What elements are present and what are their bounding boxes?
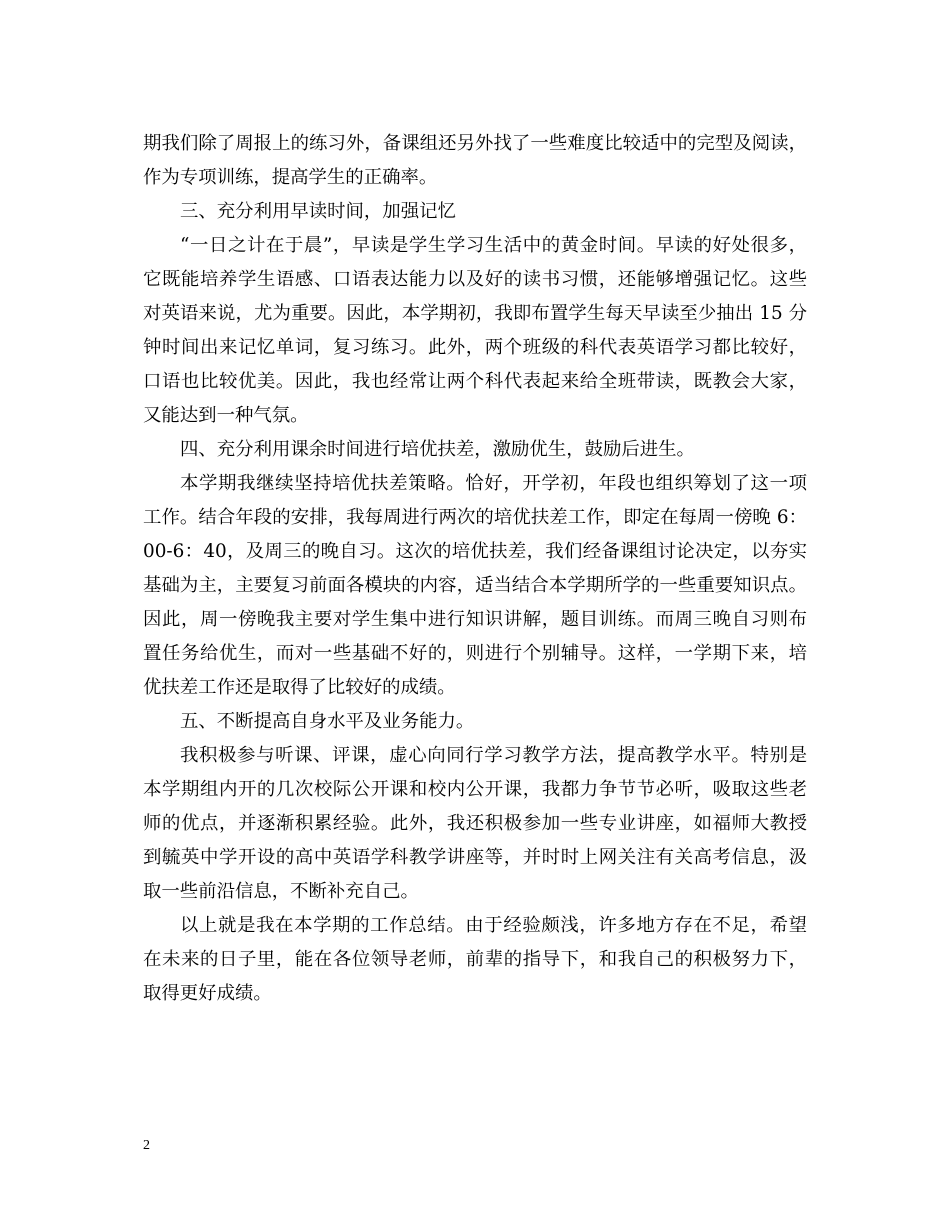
document-body xyxy=(143,127,807,1011)
text-line: 取一些前沿信息，不断补充自己。 xyxy=(143,881,419,902)
text-line: 我积极参与听课、评课，虚心向同行学习教学方法，提高教学水平。特别是 xyxy=(180,745,807,766)
text-line: 在未来的日子里，能在各位领导老师，前辈的指导下，和我自己的积极努力下， xyxy=(143,949,807,970)
text-line: 取得更好成绩。 xyxy=(143,983,272,1004)
text-line: 置任务给优生，而对一些基础不好的，则进行个别辅导。这样，一学期下来，培 xyxy=(143,643,807,664)
text-line: 本学期组内开的几次校际公开课和校内公开课，我都力争节节必听，吸取这些老 xyxy=(143,779,807,800)
page-number: 2 xyxy=(143,1138,150,1153)
text-line: 因此，周一傍晚我主要对学生集中进行知识讲解，题目训练。而周三晚自习则布 xyxy=(143,609,807,630)
text-line: “一日之计在于晨”，早读是学生学习生活中的黄金时间。早读的好处很多， xyxy=(180,235,807,256)
text-line: 口语也比较优美。因此，我也经常让两个科代表起来给全班带读，既教会大家， xyxy=(143,371,807,392)
text-line: 到毓英中学开设的高中英语学科教学讲座等，并时时上网关注有关高考信息，汲 xyxy=(143,847,807,868)
text-line: 工作。结合年段的安排，我每周进行两次的培优扶差工作，即定在每周一傍晚 6： xyxy=(143,507,807,528)
text-line: 基础为主，主要复习前面各模块的内容，适当结合本学期所学的一些重要知识点。 xyxy=(143,575,807,596)
text-line: 钟时间出来记忆单词，复习练习。此外，两个班级的科代表英语学习都比较好， xyxy=(143,337,807,358)
text-line: 本学期我继续坚持培优扶差策略。恰好，开学初，年段也组织筹划了这一项 xyxy=(180,473,807,494)
text-line: 它既能培养学生语感、口语表达能力以及好的读书习惯，还能够增强记忆。这些 xyxy=(143,269,807,290)
text-line: 又能达到一种气氛。 xyxy=(143,405,309,426)
text-line: 以上就是我在本学期的工作总结。由于经验颇浅，许多地方存在不足，希望 xyxy=(180,915,807,936)
text-line: 师的优点，并逐渐积累经验。此外，我还积极参加一些专业讲座，如福师大教授 xyxy=(143,813,807,834)
text-line: 优扶差工作还是取得了比较好的成绩。 xyxy=(143,677,456,698)
text-line: 对英语来说，尤为重要。因此，本学期初，我即布置学生每天早读至少抽出 15 分 xyxy=(143,303,807,324)
section-heading: 五、不断提高自身水平及业务能力。 xyxy=(180,711,475,732)
section-heading: 三、充分利用早读时间，加强记忆 xyxy=(180,201,456,222)
text-line: 作为专项训练，提高学生的正确率。 xyxy=(143,167,438,188)
section-heading: 四、充分利用课余时间进行培优扶差，激励优生，鼓励后进生。 xyxy=(180,439,695,460)
text-line: 期我们除了周报上的练习外，备课组还另外找了一些难度比较适中的完型及阅读， xyxy=(143,133,807,154)
text-line: 00-6：40，及周三的晚自习。这次的培优扶差，我们经备课组讨论决定，以夯实 xyxy=(143,541,807,562)
